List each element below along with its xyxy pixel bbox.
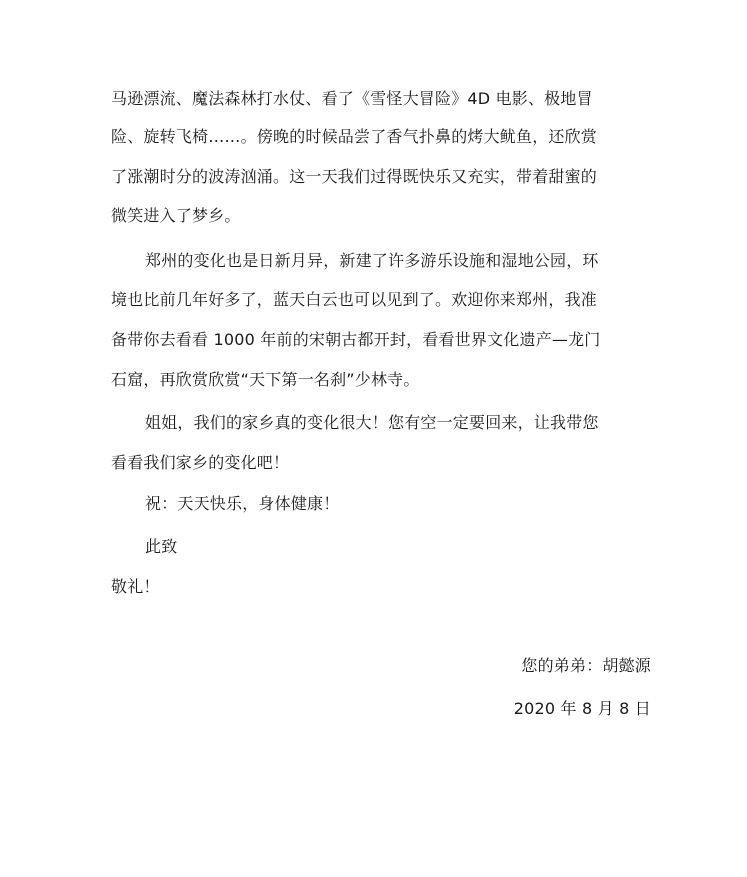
wish-line: 祝：天天快乐，身体健康！ [145, 494, 340, 513]
paragraph2-line1: 郑州的变化也是日新月异，新建了许多游乐设施和湿地公园，环 [145, 251, 599, 270]
paragraph2-line2: 境也比前几年好多了，蓝天白云也可以见到了。欢迎你来郑州，我准 [111, 290, 598, 309]
signature: 您的弟弟：胡懿源 [521, 656, 651, 675]
paragraph2-line3: 备带你去看看 1000 年前的宋朝古都开封，看看世界文化遗产—龙门 [111, 330, 601, 349]
paragraph2-line4: 石窟，再欣赏欣赏“天下第一名刹”少林寺。 [111, 370, 420, 389]
paragraph1-line4: 微笑进入了梦乡。 [111, 206, 241, 225]
paragraph1-line3: 了涨潮时分的波涛汹涌。这一天我们过得既快乐又充实，带着甜蜜的 [111, 167, 598, 186]
paragraph3-line2: 看看我们家乡的变化吧！ [111, 453, 290, 472]
paragraph3-line1: 姐姐，我们的家乡真的变化很大！您有空一定要回来，让我带您 [145, 413, 599, 432]
closing-cizhi: 此致 [145, 537, 178, 556]
paragraph1-line2: 险、旋转飞椅……。傍晚的时候品尝了香气扑鼻的烤大鱿鱼，还欣赏 [111, 127, 598, 146]
closing-jingli: 敬礼！ [111, 577, 160, 596]
letter-date: 2020 年 8 月 8 日 [513, 699, 651, 718]
paragraph1-line1: 马逊漂流、魔法森林打水仗、看了《雪怪大冒险》4D 电影、极地冒 [111, 89, 593, 108]
